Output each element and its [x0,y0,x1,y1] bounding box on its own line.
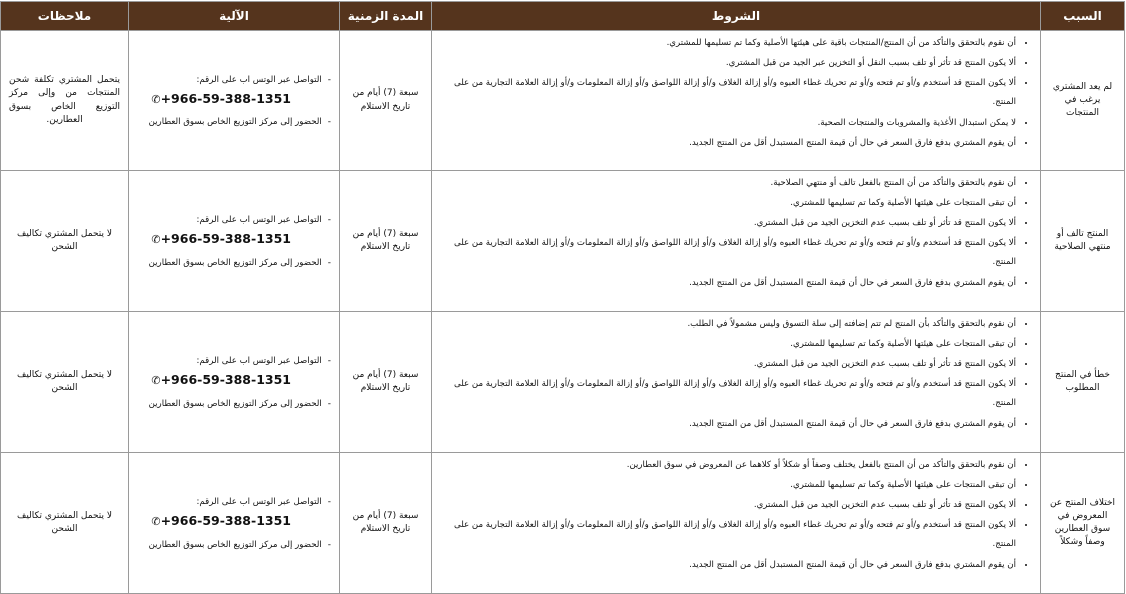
conditions-cell [432,453,1041,594]
reason-cell: لم يعد المشتري يرغب في المنتجات [1041,31,1125,171]
notes-cell: لا يتحمل المشتري تكاليف الشحن [1,171,129,312]
table-header [1,2,1125,31]
table-row [1,453,1125,594]
condition-item: • ألا يكون المنتج قد تأثر أو تلف بسبب عدم التخزين الجيد من قبل المشتري. [436,495,1016,515]
whatsapp-icon: ✆ [151,515,161,529]
condition-item: • أن يقوم المشتري بدفع فارق السعر في حال أن قيمة المنتج المستبدل أقل من المنتج الجديد. [436,414,1016,434]
visit-option [133,116,331,129]
phone-number[interactable] [133,371,291,389]
mechanism-cell [129,312,340,453]
table-row [1,31,1125,171]
condition-item: • أن تبقى المنتجات على هيئتها الأصلية وكما تم تسليمها للمشتري. [436,193,1016,213]
dash-bullet: - [327,257,331,268]
header-row [1,2,1125,31]
conditions-list [436,455,1032,575]
table-row [1,312,1125,453]
condition-item: • ألا يكون المنتج قد تأثر أو تلف بسبب عدم التخزين الجيد من قبل المشتري. [436,213,1016,233]
condition-item: • ألا يكون المنتج قد أستخدم و/أو تم فتحه و/أو تم تحريك غطاء العبوه و/أو إزالة الغلاف و/أو إزالة اللواصق و/أو إزالة المعلومات و/أو إزالة العلامة التجارية من على المنتج. [436,233,1016,273]
whatsapp-text: التواصل عبر الوتس اب على الرقم: [196,74,322,85]
whatsapp-text: التواصل عبر الوتس اب على الرقم: [196,356,322,367]
phone-number[interactable] [133,90,291,108]
time-period-cell: سبعة (7) أيام من تاريخ الاستلام [340,453,432,594]
dash-bullet: - [327,215,331,226]
reason-cell: اختلاف المنتج عن المعروض في سوق العطارين وصفاً وشكلاً [1041,453,1125,594]
header-reason: السبب [1041,2,1125,31]
condition-item: • ألا يكون المنتج قد تأثر أو تلف بسبب النقل أو التخزين عبر الجيد من قبل المشتري. [436,53,1016,73]
condition-item: • أن نقوم بالتحقق والتأكد من أن المنتج بالفعل تالف أو منتهي الصلاحية. [436,173,1016,193]
condition-item: • أن نقوم بالتحقق والتأكد بأن المنتج لم تتم إضافته إلى سلة التسوق وليس مشمولاً في الطلب. [436,314,1016,334]
return-policy-table [0,1,1125,594]
time-period-cell: سبعة (7) أيام من تاريخ الاستلام [340,312,432,453]
dash-bullet: - [327,497,331,508]
dash-bullet: - [327,356,331,367]
condition-item: • أن نقوم بالتحقق والتأكد من أن المنتج بالفعل يختلف وصفاً أو شكلاً أو كلاهما عن المعروض في سوق العطارين. [436,455,1016,475]
conditions-list [436,314,1032,434]
condition-item: • أن نقوم بالتحقق والتأكد من أن المنتج/المنتجات باقية على هيئتها الأصلية وكما تم تسليمها للمشتري. [436,33,1016,53]
phone-text: +966-59-388-1351 [160,372,291,388]
whatsapp-icon: ✆ [151,374,161,388]
mechanism-cell [129,31,340,171]
phone-text: +966-59-388-1351 [160,231,291,247]
header-mechanism: الآلية [129,2,340,31]
notes-cell: لا يتحمل المشتري تكاليف الشحن [1,453,129,594]
whatsapp-text: التواصل عبر الوتس اب على الرقم: [196,215,322,226]
dash-bullet: - [327,398,331,409]
whatsapp-icon: ✆ [151,92,161,106]
whatsapp-text: التواصل عبر الوتس اب على الرقم: [196,497,322,508]
notes-cell: يتحمل المشتري تكلفة شحن المنتجات من وإلى مركز التوزيع الخاص بسوق العطارين. [1,31,129,171]
condition-item: • ألا يكون المنتج قد أستخدم و/أو تم فتحه و/أو تم تحريك غطاء العبوه و/أو إزالة الغلاف و/أو إزالة اللواصق و/أو إزالة المعلومات و/أو إزالة العلامة التجارية من على المنتج. [436,73,1016,113]
time-period-cell: سبعة (7) أيام من تاريخ الاستلام [340,171,432,312]
condition-item: • ألا يكون المنتج قد تأثر أو تلف بسبب عدم التخزين الجيد من قبل المشتري. [436,354,1016,374]
visit-text: الحضور إلى مركز التوزيع الخاص بسوق العطارين [148,117,322,128]
whatsapp-option [133,74,331,87]
whatsapp-option [133,355,331,368]
condition-item: • أن تبقى المنتجات على هيئتها الأصلية وكما تم تسليمها للمشتري. [436,334,1016,354]
mechanism-cell [129,453,340,594]
phone-text: +966-59-388-1351 [160,90,291,106]
header-conditions: الشروط [432,2,1041,31]
reason-cell: المنتج تالف أو منتهي الصلاحية [1041,171,1125,312]
table-body [1,31,1125,594]
condition-item: • أن تبقى المنتجات على هيئتها الأصلية وكما تم تسليمها للمشتري. [436,475,1016,495]
phone-number[interactable] [133,230,291,248]
condition-item: • ألا يكون المنتج قد أستخدم و/أو تم فتحه و/أو تم تحريك غطاء العبوه و/أو إزالة الغلاف و/أو إزالة اللواصق و/أو إزالة المعلومات و/أو إزالة العلامة التجارية من على المنتج. [436,515,1016,555]
conditions-cell [432,171,1041,312]
notes-cell: لا يتحمل المشتري تكاليف الشحن [1,312,129,453]
whatsapp-icon: ✆ [151,233,161,247]
table-row [1,171,1125,312]
visit-option [133,398,331,411]
phone-number[interactable] [133,512,291,530]
visit-text: الحضور إلى مركز التوزيع الخاص بسوق العطارين [148,539,322,550]
condition-item: • لا يمكن استبدال الأغذية والمشروبات والمنتجات الصحية. [436,113,1016,133]
condition-item: • ألا يكون المنتج قد أستخدم و/أو تم فتحه و/أو تم تحريك غطاء العبوه و/أو إزالة الغلاف و/أو إزالة اللواصق و/أو إزالة المعلومات و/أو إزالة العلامة التجارية من على المنتج. [436,374,1016,414]
condition-item: • أن يقوم المشتري بدفع فارق السعر في حال أن قيمة المنتج المستبدل أقل من المنتج الجديد. [436,273,1016,293]
visit-text: الحضور إلى مركز التوزيع الخاص بسوق العطارين [148,257,322,268]
header-notes: ملاحظات [1,2,129,31]
visit-option [133,257,331,270]
dash-bullet: - [327,539,331,550]
reason-cell: خطأ في المنتج المطلوب [1041,312,1125,453]
header-time-period: المدة الزمنية [340,2,432,31]
conditions-cell [432,31,1041,171]
phone-text: +966-59-388-1351 [160,513,291,529]
conditions-list [436,173,1032,293]
condition-item: • أن يقوم المشتري بدفع فارق السعر في حال أن قيمة المنتج المستبدل أقل من المنتج الجديد. [436,555,1016,575]
condition-item: • أن يقوم المشتري بدفع فارق السعر في حال أن قيمة المنتج المستبدل أقل من المنتج الجديد. [436,133,1016,153]
whatsapp-option [133,496,331,509]
visit-option [133,539,331,552]
dash-bullet: - [327,117,331,128]
mechanism-cell [129,171,340,312]
conditions-list [436,33,1032,153]
time-period-cell: سبعة (7) أيام من تاريخ الاستلام [340,31,432,171]
visit-text: الحضور إلى مركز التوزيع الخاص بسوق العطارين [148,398,322,409]
dash-bullet: - [327,74,331,85]
whatsapp-option [133,214,331,227]
conditions-cell [432,312,1041,453]
